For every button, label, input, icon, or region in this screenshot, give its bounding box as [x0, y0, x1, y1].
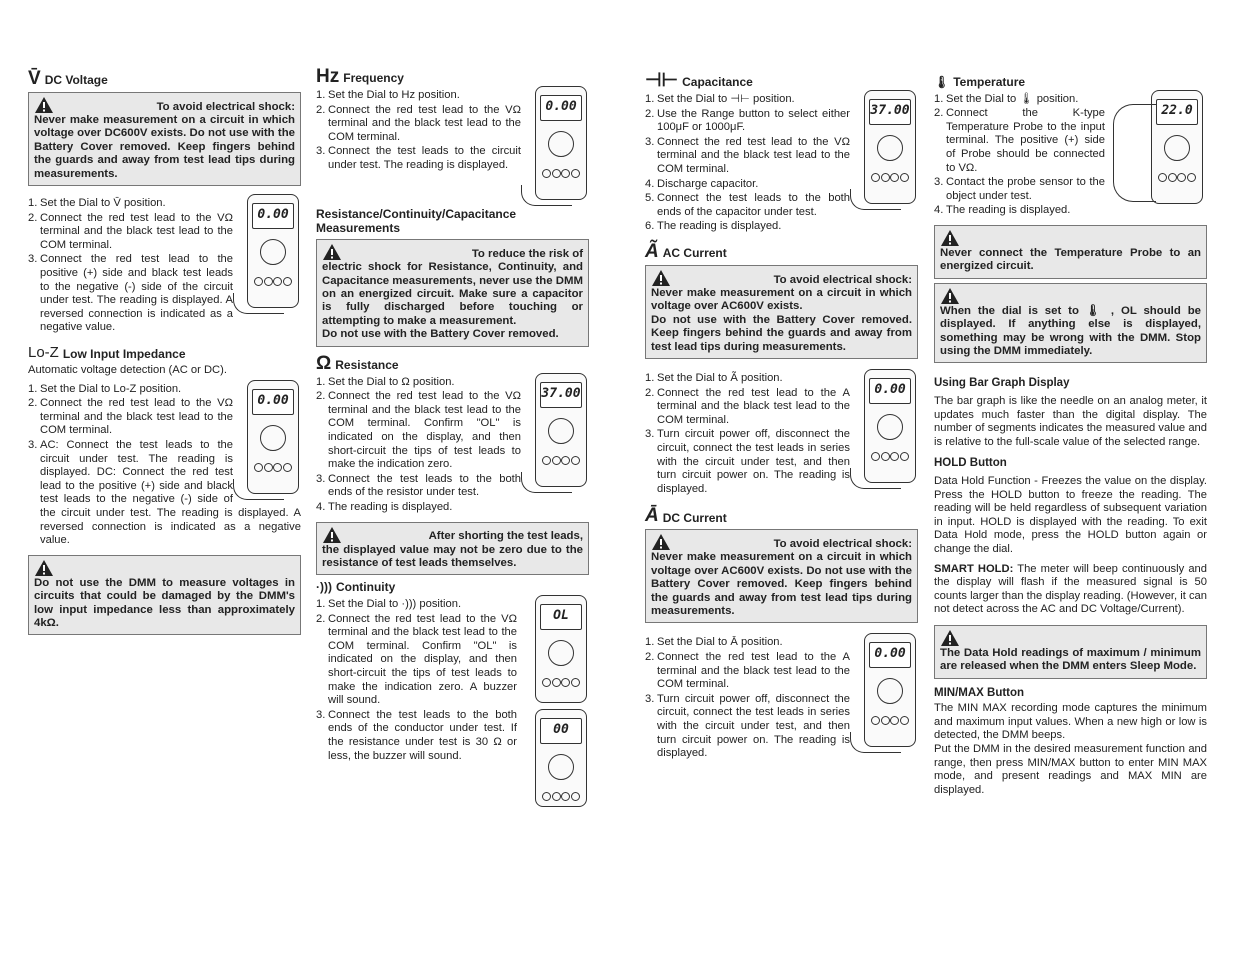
step-item: 2. Connect the red test lead to the VΩ terminal and the black test lead to the COM terminal.	[28, 397, 233, 437]
thermometer-icon: 🌡	[934, 75, 950, 89]
minmax-heading: MIN/MAX Button	[934, 686, 1025, 699]
multimeter-illustration: 00	[527, 709, 589, 809]
dc-current-warning: To avoid electrical shock: Never make measurement on a circuit in which voltage over AC600V exists. Do not use with the Battery Cover removed. Keep fingers behind the guards and away from test lead tips during measurements.	[645, 529, 918, 623]
buzzer-icon: ·)))	[316, 580, 332, 595]
step-item: 2. Connect the red test lead to the VΩ terminal and the black test lead to the COM terminal.	[316, 103, 521, 143]
ac-current-warning: To avoid electrical shock: Never make measurement on a circuit in which voltage over AC600V exists. Do not use with the Battery Cover removed. Keep fingers behind the guards and away from test lead tips during measurements.	[645, 265, 918, 359]
warning-icon	[322, 526, 342, 544]
step-item: 3. Contact the probe sensor to the object under test.	[934, 176, 1105, 202]
step-item: 2. Connect the red test lead to the VΩ terminal and the black test lead to the COM terminal. Confirm "OL" is indicated on the display, and then short-circuit the tips of test leads to make the indication zero. A buzzer will sound.	[316, 612, 517, 707]
step-item: 2. Use the Range button to select either 100μF or 1000μF.	[645, 107, 850, 134]
step-item: 4. The reading is displayed.	[316, 500, 453, 513]
bar-graph-text: The bar graph is like the needle on an analog meter, it updates much faster than the digital display. The number of segments indicates the measured value and is relative to the full-scale value of the selected range.	[934, 394, 1207, 448]
capacitance-title: ⊣⊢ Capacitance	[645, 70, 753, 91]
hold-warning: The Data Hold readings of maximum / minimum are released when the DMM enters Sleep Mode.	[934, 625, 1207, 679]
step-item: 3. Connect the test leads to the both ends of the resistor under test.	[316, 472, 521, 499]
step-item: 3. Turn circuit power off, disconnect the circuit, connect the test leads in series with the circuit under test, and then turn circuit power on. The reading is displayed.	[645, 692, 850, 760]
warning-icon	[651, 269, 671, 287]
loz-intro: Automatic voltage detection (AC or DC).	[28, 363, 227, 376]
frequency-steps	[316, 89, 589, 173]
rcc-title: Resistance/Continuity/Capacitance Measurements	[316, 207, 517, 235]
minmax-text-1: The MIN MAX recording mode captures the minimum and maximum input values. When a new high or low is detected, the DMM beeps.	[934, 702, 1207, 742]
warning-icon	[940, 229, 960, 247]
bar-graph-heading: Using Bar Graph Display	[934, 377, 1070, 390]
smart-hold-text: SMART HOLD: The meter will beep continuously and the display will flash if the measured signal is 50 counts larger than the display reading. (However, it can not detect across the AC and DC Voltage/Current).	[934, 562, 1208, 616]
step-item: 1. Set the Dial to Hz position.	[316, 89, 460, 101]
multimeter-illustration: 0.00	[856, 369, 918, 487]
dc-voltage-steps	[28, 197, 301, 335]
multimeter-illustration: 22.0	[1111, 90, 1207, 208]
column-1	[28, 70, 301, 639]
step-item: 1. Set the Dial to V̄ position.	[28, 197, 166, 210]
warning-icon	[940, 287, 960, 305]
dc-current-icon: Ā	[645, 505, 659, 527]
frequency-title: Hz Frequency	[316, 66, 404, 87]
step-item: 2. Connect the red test lead to the VΩ terminal and the black test lead to the COM terminal. Confirm "OL" is indicated on the display, and then short-circuit the tips of test leads to make the indication zero.	[316, 390, 521, 471]
resistance-steps	[316, 376, 589, 515]
temperature-steps	[934, 93, 1207, 218]
step-item: 1. Set the Dial to Lo-Z position.	[28, 382, 182, 395]
multimeter-illustration: OL	[527, 595, 589, 707]
temperature-title: 🌡 Temperature	[934, 75, 1026, 89]
step-item: 2. Connect the K-type Temperature Probe to the input terminal. The positive (+) side of Probe should be connected to VΩ.	[934, 107, 1105, 174]
capacitor-icon: ⊣⊢	[645, 70, 679, 91]
temperature-ol-warning: When the dial is set to 🌡 , OL should be displayed. If anything else is displayed, something may be wrong with the DMM. Stop using the DMM immediately.	[934, 283, 1207, 364]
multimeter-illustration: 37.00	[527, 373, 589, 491]
dc-current-title: Ā DC Current	[645, 505, 727, 527]
column-3	[645, 72, 918, 764]
temperature-warning: Never connect the Temperature Probe to an energized circuit.	[934, 225, 1207, 279]
ac-current-icon: Ã	[645, 240, 659, 262]
multimeter-illustration: 0.00	[856, 633, 918, 751]
multimeter-illustration: 0.00	[239, 194, 301, 312]
minmax-text-2: Put the DMM in the desired measurement function and range, then press MIN/MAX button to enter MIN MAX mode, and present readings and MAX MIN are displayed.	[934, 743, 1207, 796]
resistance-title: Ω Resistance	[316, 352, 399, 374]
hold-heading: HOLD Button	[934, 457, 1007, 470]
loz-steps	[28, 383, 301, 548]
multimeter-illustration: 0.00	[527, 86, 589, 204]
warning-icon	[651, 533, 671, 551]
dc-voltage-title: V̄ DC Voltage	[28, 68, 108, 89]
warning-icon	[940, 629, 960, 647]
column-2	[316, 68, 589, 811]
dc-voltage-warning: To avoid electrical shock: Never make measurement on a circuit in which voltage over DC600V exists. Do not use with the Battery Cover removed. Keep fingers behind the guards and away from test lead tips during measurements.	[28, 92, 301, 186]
ac-current-title: Ã AC Current	[645, 240, 727, 262]
continuity-steps	[316, 598, 589, 763]
step-item: 3. Connect the test leads to the both ends of the conductor under test. If the resistance under test is 30 Ω or less, the buzzer will sound.	[316, 708, 517, 762]
step-item: 6. The reading is displayed.	[645, 220, 782, 233]
ac-current-steps	[645, 372, 918, 496]
step-item: 5. Connect the test leads to the both ends of the capacitor under test.	[645, 192, 850, 218]
step-item: 4. Discharge capacitor.	[645, 177, 759, 190]
capacitance-steps	[645, 93, 918, 234]
step-item: 4. The reading is displayed.	[934, 204, 1071, 217]
warning-icon	[34, 96, 54, 114]
step-item: 1. Set the Dial to ⊣⊢ position.	[645, 93, 795, 105]
resistance-warning: After shorting the test leads, the displayed value may not be zero due to the resistance of test leads themselves.	[316, 522, 589, 576]
step-item: 3. AC: Connect the test leads to the circuit under test. The reading is displayed. DC: Connect the red test lead to the positive (+) side and black test leads to the negative (-) side of the circuit under test. The reading is displayed. A reversed connection is indicated as a negative value.	[28, 438, 301, 547]
step-item: 1. Set the Dial to 🌡 position.	[934, 92, 1079, 105]
warning-icon	[34, 559, 54, 577]
step-item: 1. Set the Dial to ·))) position.	[316, 597, 462, 610]
step-item: 1. Set the Dial to Ã position.	[645, 371, 783, 384]
step-item: 3. Connect the red test lead to the positive (+) side and black test leads to the negative (-) side of the circuit under test. The reading is displayed. A reversed connection is indicated as a negative value.	[28, 253, 233, 334]
step-item: 2. Connect the red test lead to the A terminal and the black test lead to the COM terminal.	[645, 386, 850, 426]
step-item: 3. Turn circuit power off, disconnect the circuit, connect the test leads in series with the circuit under test, and then turn circuit power on. The reading is displayed.	[645, 428, 850, 495]
ohm-icon: Ω	[316, 352, 332, 374]
loz-title: Lo-Z Low Input Impedance	[28, 343, 186, 362]
column-4	[934, 76, 1207, 797]
multimeter-illustration: 37.00	[856, 90, 918, 208]
step-item: 1. Set the Dial to Ā position.	[645, 636, 783, 649]
loz-warning: Do not use the DMM to measure voltages in circuits that could be damaged by the DMM's low input impedance less than approximately 4kΩ.	[28, 555, 301, 636]
multimeter-illustration: 0.00	[239, 380, 301, 498]
dc-current-steps	[645, 636, 918, 760]
step-item: 2. Connect the red test lead to the VΩ terminal and the black test lead to the COM terminal.	[28, 211, 233, 251]
continuity-title: ·))) Continuity	[316, 580, 396, 595]
dc-voltage-icon: V̄	[28, 68, 41, 89]
step-item: 1. Set the Dial to Ω position.	[316, 375, 455, 388]
hold-text: Data Hold Function - Freezes the value on the display. Press the HOLD button to freeze the reading. The reading will be held regardless of subsequent variation in input. HOLD is displayed with the reading. To exit Data Hold mode, press the HOLD button again or change the dial.	[934, 474, 1207, 555]
warning-icon	[322, 243, 342, 261]
step-item: 2. Connect the red test lead to the A terminal and the black test lead to the COM terminal.	[645, 650, 850, 691]
step-item: 3. Connect the test leads to the circuit under test. The reading is displayed.	[316, 145, 521, 171]
step-item: 3. Connect the red test lead to the VΩ terminal and the black test lead to the COM terminal.	[645, 135, 850, 175]
rcc-warning: To reduce the risk of electric shock for Resistance, Continuity, and Capacitance measurements, never use the DMM on an energized circuit. Make sure a capacitor is fully discharged before touching or attempting to make a measurement. Do not use with the Battery Cover removed.	[316, 239, 589, 346]
